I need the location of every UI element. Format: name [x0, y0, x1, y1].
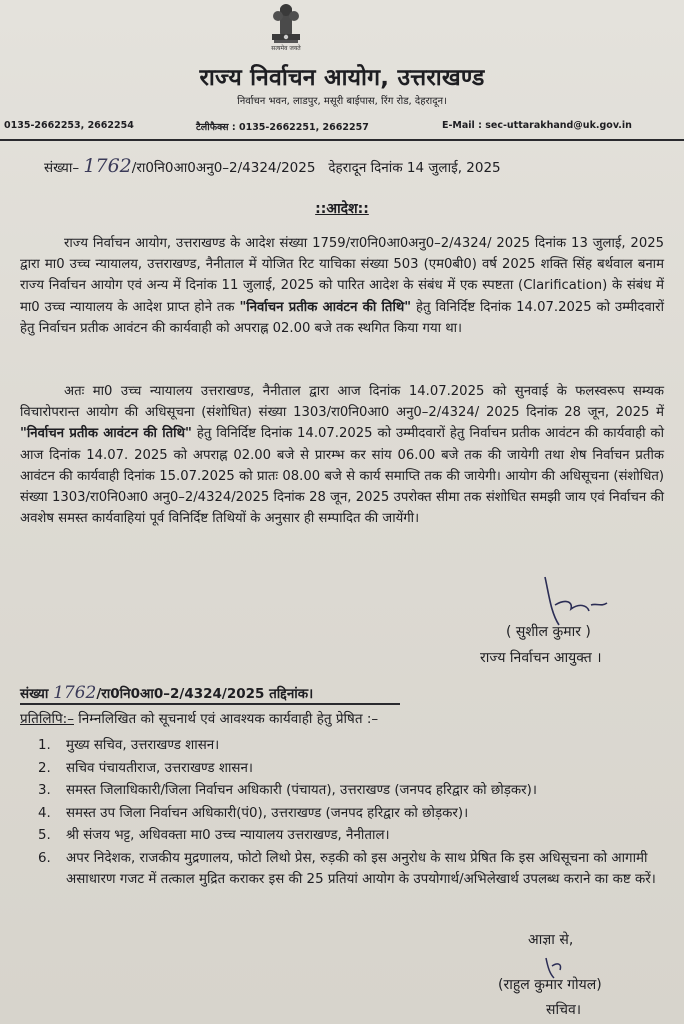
list-item: 4. समस्त उप जिला निर्वाचन अधिकारी(पं0), उत्तराखण्ड (जनपद हरिद्वार को छोड़कर)।	[38, 805, 469, 821]
reference-number: 1762	[83, 155, 132, 177]
emblem-motto: सत्यमेव जयते	[271, 45, 301, 52]
phone-numbers: 0135-2662253, 2662254	[4, 120, 134, 131]
endorsement-number: 1762	[53, 683, 97, 703]
para2-text-b: हेतु विनिर्दिष्ट दिनांक 14.07.2025 को उम्मीदवारों हेतु निर्वाचन प्रतीक आवंटन की कार्यवाही को आज दिनांक 14.07. 2025 को अपराह्न 02.00 बजे से प्रारम्भ कर सांय 06.00 बजे तक की जायेगी तथा शेष निर्वाचन प्रतीक आवंटन की कार्यवाही दिनांक 15.07.2025 को प्रातः 08.00 बजे से कार्य समाप्ति तक की जायेगी। आयोग की अधिसूचना (संशोधित) संख्या 1303/रा0नि0आ0 अनु0–2/4324/2025 दिनांक 28 जून, 2025 उपरोक्त सीमा तक संशोधित समझी जाय एवं निर्वाचन की अवशेष समस्त कार्यवाहियां पूर्व विनिर्दिष्ट तिथियों के अनुसार ही सम्पादित की जायेंगी।	[20, 426, 664, 527]
secretary-name: (राहुल कुमार गोयल)	[498, 977, 602, 993]
by-order-text: आज्ञा से,	[528, 932, 574, 948]
list-item: 2. सचिव पंचायतीराज, उत्तराखण्ड शासन।	[38, 760, 253, 776]
order-paragraph-2	[20, 381, 664, 529]
commissioner-name: ( सुशील कुमार )	[506, 624, 591, 640]
email-address: E-Mail : sec-uttarakhand@uk.gov.in	[442, 120, 632, 131]
list-item: 3. समस्त जिलाधिकारी/जिला निर्वाचन अधिकारी (पंचायत), उत्तराखण्ड (जनपद हरिद्वार को छोड़कर)।	[38, 783, 537, 798]
endorsement-prefix: संख्या	[20, 686, 49, 702]
organization-address: निर्वाचन भवन, लाडपुर, मसूरी बाईपास, रिंग रोड, देहरादून।	[237, 96, 447, 107]
header-divider	[0, 139, 684, 141]
endorsement-code: /रा0नि0आ0–2/4324/2025 तद्दिनांक।	[96, 686, 314, 702]
reference-code: /रा0नि0आ0अनु0–2/4324/2025	[131, 160, 316, 176]
para1-bold: "निर्वाचन प्रतीक आवंटन की तिथि"	[239, 299, 412, 315]
copy-to-text: निम्नलिखित को सूचनार्थ एवं आवश्यक कार्यवाही हेतु प्रेषित :–	[74, 711, 379, 727]
copy-recipient-list	[38, 735, 678, 891]
secretary-designation: सचिव।	[546, 1002, 582, 1018]
order-paragraph-1	[20, 233, 664, 339]
para2-bold: "निर्वाचन प्रतीक आवंटन की तिथि"	[20, 426, 192, 442]
reference-prefix: संख्या–	[44, 160, 80, 176]
reference-line	[44, 155, 664, 177]
organization-title: राज्य निर्वाचन आयोग, उत्तराखण्ड	[199, 65, 485, 91]
commissioner-designation: राज्य निर्वाचन आयुक्त ।	[480, 650, 602, 666]
copy-to-label: प्रतिलिपि:–	[20, 711, 74, 727]
endorsement-line	[20, 683, 313, 703]
para2-text-a: अतः मा0 उच्च न्यायालय उत्तराखण्ड, नैनीताल द्वारा आज दिनांक 14.07.2025 को सुनवाई के फलस्वरूप सम्यक विचारोपरान्त आयोग की अधिसूचना (संशोधित) संख्या 1303/रा0नि0आ0 अनु0–2/4324/ 2025 दिनांक 28 जून, 2025 में	[20, 384, 664, 421]
list-item: 1. मुख्य सचिव, उत्तराखण्ड शासन।	[38, 738, 220, 753]
para1-text-a: राज्य निर्वाचन आयोग, उत्तराखण्ड के आदेश संख्या 1759/रा0नि0आ0अनु0–2/4324/ 2025 दिनांक 13 जुलाई, 2025 द्वारा मा0 उच्च न्यायालय, उत्तराखण्ड, नैनीताल में योजित रिट याचिका संख्या 503 (एम0बी0) वर्ष 2025 शक्ति सिंह बर्थवाल बनाम राज्य निर्वाचन आयोग एवं अन्य में दिनांक 11 जुलाई, 2025 को पारित आदेश के संबंध में एक स्पष्टता (Clarification) के संबंध में मा0 उच्च न्यायालय के आदेश प्राप्त होने तक	[20, 236, 664, 315]
fax-numbers: टैलीफैक्स : 0135-2662251, 2662257	[196, 122, 369, 133]
para1-text-b: हेतु विनिर्दिष्ट दिनांक 14.07.2025 को उम्मीदवारों हेतु निर्वाचन प्रतीक आवंटन की कार्यवाही को अपराह्न 02.00 बजे तक स्थगित किया गया था।	[20, 299, 664, 336]
list-item: 5. श्री संजय भट्ट, अधिवक्ता मा0 उच्च न्यायालय उत्तराखण्ड, नैनीताल।	[38, 828, 390, 843]
list-item: 6. अपर निदेशक, राजकीय मुद्रणालय, फोटो लिथो प्रेस, रुड़की को इस अनुरोध के साथ प्रेषित कि इस अधिसूचना को आगामी असाधारण गजट में तत्काल मुद्रित कराकर इस की 25 प्रतियां आयोग के उपयोगार्थ/अभिलेखार्थ उपलब्ध कराने का कष्ट करें।	[38, 850, 656, 887]
copy-to-line	[20, 709, 378, 727]
endorsement-underline	[20, 703, 400, 705]
order-heading: ::आदेश::	[315, 201, 369, 217]
place-date: देहरादून दिनांक 14 जुलाई, 2025	[328, 160, 501, 176]
state-emblem-icon	[263, 2, 309, 50]
